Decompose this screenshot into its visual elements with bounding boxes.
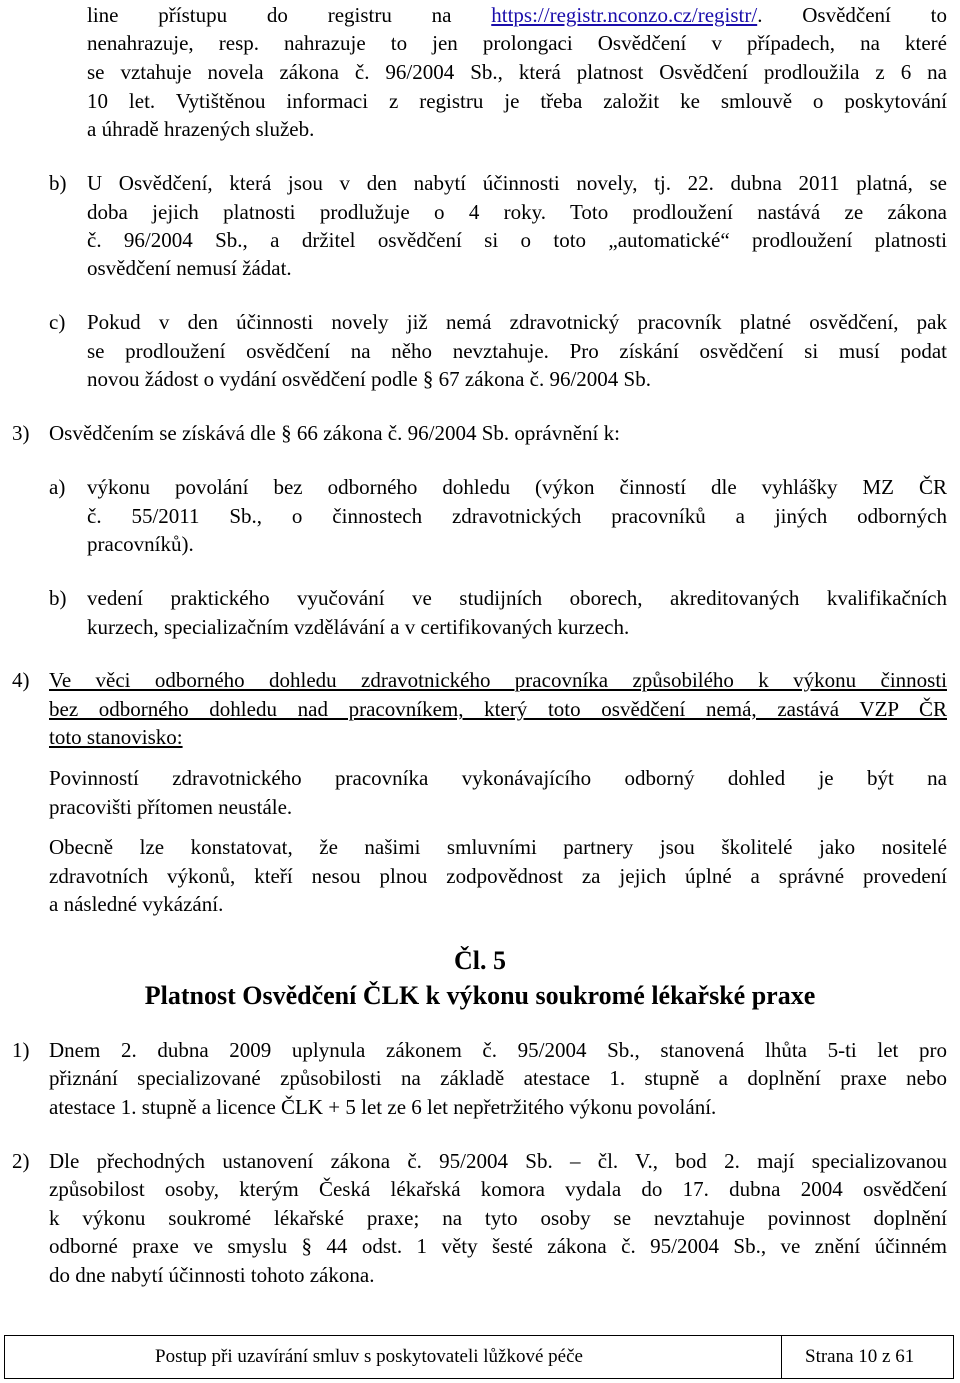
section-heading: toto stanovisko: (49, 725, 183, 749)
text-line: odborné praxe ve smyslu § 44 odst. 1 věty šesté zákona č. 95/2004 Sb., ve znění účinném (49, 1234, 947, 1258)
text-line: a následné vykázání. (49, 892, 224, 916)
text-line: 10 let. Vytištěnou informaci z registru je třeba založit ke smlouvě o poskytování (87, 89, 947, 113)
text-line: č. 55/2011 Sb., o činnostech zdravotnických pracovníků a jiných odborných (87, 504, 947, 528)
text-line: Dnem 2. dubna 2009 uplynula zákonem č. 95/2004 Sb., stanovená lhůta 5-ti let pro (49, 1038, 947, 1062)
text-line: pracovišti přítomen neustále. (49, 795, 293, 819)
list-label: 3) (12, 421, 30, 445)
text-line: Povinností zdravotnického pracovníka vykonávajícího odborný dohled je být na (49, 766, 947, 790)
page-footer (4, 1335, 954, 1379)
list-label: 4) (12, 668, 30, 692)
registry-link[interactable]: https://registr.nconzo.cz/registr/ (491, 3, 758, 27)
text-line: novou žádost o vydání osvědčení podle § 67 zákona č. 96/2004 Sb. (87, 367, 651, 391)
list-label: b) (49, 586, 67, 610)
section-heading: bez odborného dohledu nad pracovníkem, který toto osvědčení nemá, zastává VZP ČR (49, 697, 947, 721)
text-line: kurzech, specializačním vzdělávání a v certifikovaných kurzech. (87, 615, 630, 639)
text-line: Dle přechodných ustanovení zákona č. 95/2004 Sb. – čl. V., bod 2. mají specializovanou (49, 1149, 947, 1173)
text-line: se vztahuje novela zákona č. 96/2004 Sb., která platnost Osvědčení prodloužila z 6 na (87, 60, 947, 84)
text-line: a úhradě hrazených služeb. (87, 117, 315, 141)
list-label: b) (49, 171, 67, 195)
section-heading: Ve věci odborného dohledu zdravotnického pracovníka způsobilého k výkonu činnosti (49, 668, 947, 692)
text-line: se prodloužení osvědčení na něho nevztahuje. Pro získání osvědčení si musí podat (87, 339, 947, 363)
text-line: pracovníků). (87, 532, 194, 556)
list-label: 1) (12, 1038, 30, 1062)
text-line: U Osvědčení, která jsou v den nabytí účinnosti novely, tj. 22. dubna 2011 platná, se (87, 171, 947, 195)
page-number: Strana 10 z 61 (805, 1346, 915, 1367)
text-line: k výkonu soukromé lékařské praxe; na tyto osoby se nevztahuje povinnost doplnění (49, 1206, 947, 1230)
text-line: nenahrazuje, resp. nahrazuje to jen prolongaci Osvědčení v případech, na které (87, 31, 947, 55)
text-line: č. 96/2004 Sb., a držitel osvědčení si o toto „automatické“ prodloužení platnosti (87, 228, 947, 252)
text-line: výkonu povolání bez odborného dohledu (výkon činností dle vyhlášky MZ ČR (87, 475, 947, 499)
text-line: Pokud v den účinnosti novely již nemá zdravotnický pracovník platné osvědčení, pak (87, 310, 947, 334)
footer-title: Postup při uzavírání smluv s poskytovateli lůžkové péče (155, 1346, 583, 1367)
text-line: zdravotních výkonů, kteří nesou plnou zodpovědnost za jejich úplné a správné provedení (49, 864, 947, 888)
text-line: line přístupu do registru na https://registr.nconzo.cz/registr/. Osvědčení to (87, 3, 947, 27)
footer-title-cell (5, 1336, 782, 1378)
article-number: Čl. 5 (454, 946, 506, 975)
text-line: doba jejich platnosti prodlužuje o 4 roky. Toto prodloužení nastává ze zákona (87, 200, 947, 224)
text-line: Obecně lze konstatovat, že našimi smluvními partnery jsou školitelé jako nositelé (49, 835, 947, 859)
list-label: c) (49, 310, 66, 334)
article-title: Platnost Osvědčení ČLK k výkonu soukromé lékařské praxe (144, 981, 816, 1010)
text-line: do dne nabytí účinnosti tohoto zákona. (49, 1263, 375, 1287)
text-line: Osvědčením se získává dle § 66 zákona č. 96/2004 Sb. oprávnění k: (49, 421, 620, 445)
text-line: přiznání specializované způsobilosti na základě atestace 1. stupně a doplnění praxe nebo (49, 1066, 947, 1090)
text-line: způsobilost osoby, kterým Česká lékařská komora vydala do 17. dubna 2004 osvědčení (49, 1177, 947, 1201)
list-label: a) (49, 475, 66, 499)
text-line: atestace 1. stupně a licence ČLK + 5 let ze 6 let nepřetržitého výkonu povolání. (49, 1095, 717, 1119)
text-line: osvědčení nemusí žádat. (87, 256, 292, 280)
list-label: 2) (12, 1149, 30, 1173)
text-line: vedení praktického vyučování ve studijních oborech, akreditovaných kvalifikačních (87, 586, 947, 610)
